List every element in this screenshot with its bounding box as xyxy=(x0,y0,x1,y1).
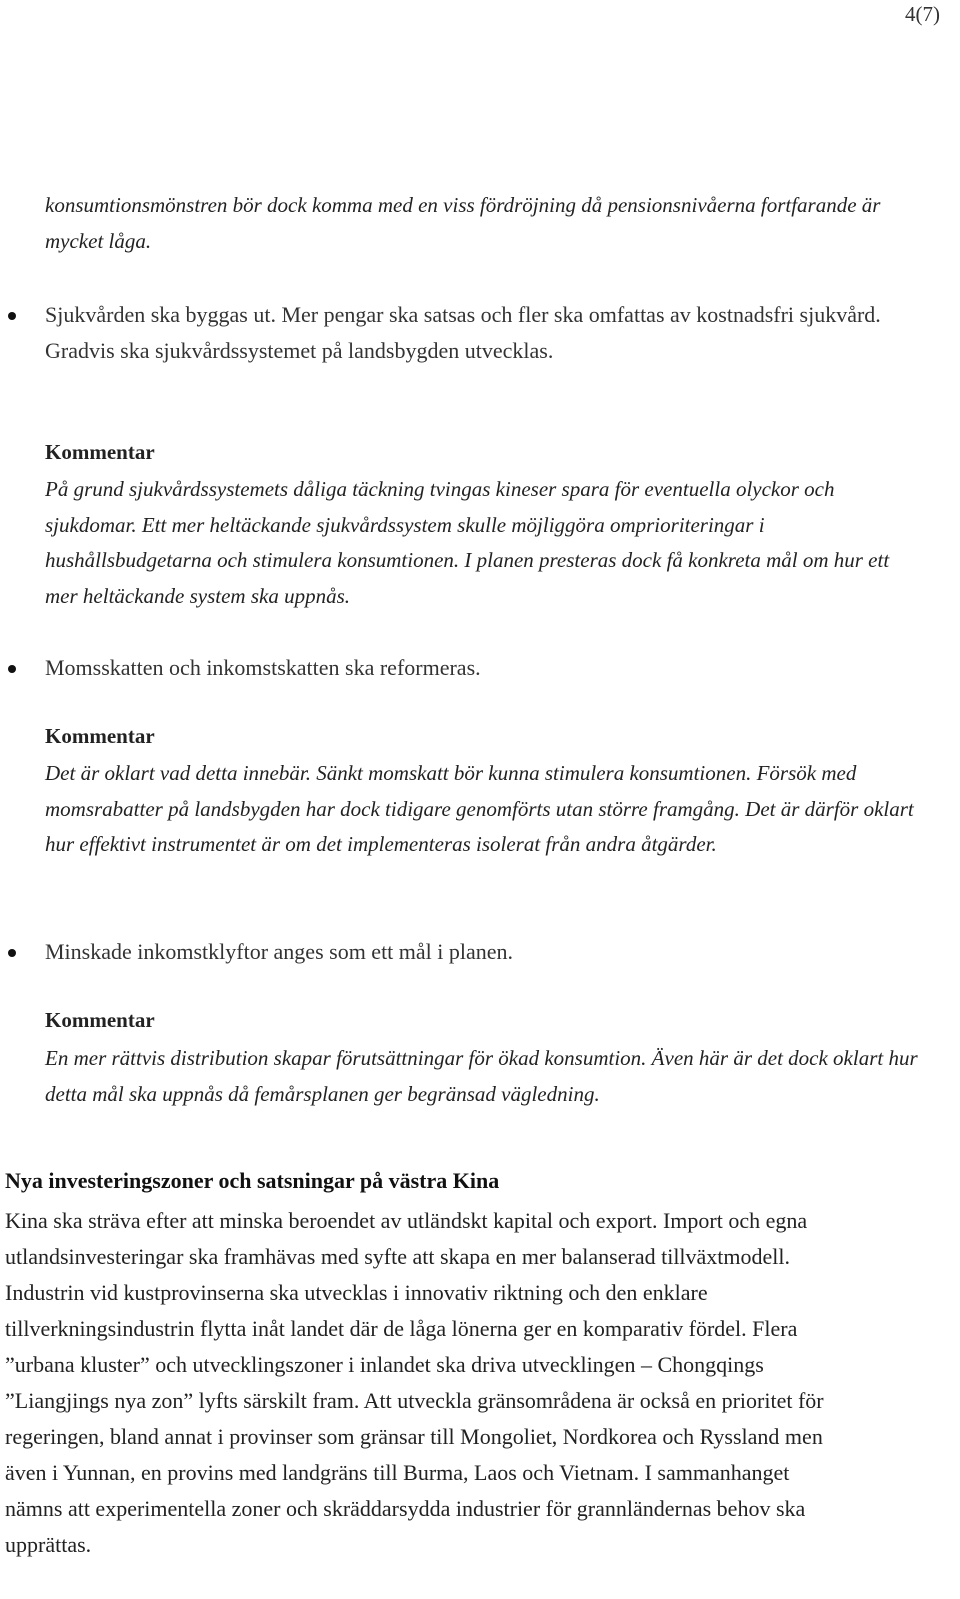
bullet-dot-icon xyxy=(8,949,16,957)
comment-heading: Kommentar xyxy=(45,440,155,464)
bullet-item-healthcare xyxy=(45,297,925,368)
bullet-item-income-gaps xyxy=(45,934,925,970)
bullet-item-tax-reform xyxy=(45,650,925,686)
intro-paragraph: konsumtionsmönstren bör dock komma med en viss fördröjning då pensionsnivåerna fortfarande är mycket låga. xyxy=(45,193,881,253)
comment-heading: Kommentar xyxy=(45,1008,155,1032)
comment-paragraph: Det är oklart vad detta innebär. Sänkt momskatt bör kunna stimulera konsumtionen. Försök med momsrabatter på landsbygden har dock tidigare genomförts utan större framgång. Det är därför oklart hur effektivt instrumentet är om det implementeras isolerat från andra åtgärder. xyxy=(45,761,914,856)
section-heading: Nya investeringszoner och satsningar på västra Kina xyxy=(5,1168,500,1193)
comment-heading: Kommentar xyxy=(45,724,155,748)
bullet-dot-icon xyxy=(8,665,16,673)
page-number: 4(7) xyxy=(905,2,940,26)
section-body: Kina ska sträva efter att minska beroendet av utländskt kapital och export. Import och egna utlandsinvesteringar ska framhävas med syfte att skapa en mer balanserad tillväxtmodell. Industrin vid kustprovinserna ska utvecklas i innovativ riktning och den enklare tillverkningsindustrin flytta inåt landet där de låga lönerna ger en komparativ fördel. Flera ”urbana kluster” och utvecklingszoner i inlandet ska driva utvecklingen – Chongqings ”Liangjings nya zon” lyfts särskilt fram. Att utveckla gränsområdena är också en prioritet för regeringen, bland annat i provinser som gränsar till Mongoliet, Nordkorea och Ryssland men även i Yunnan, en provins med landgräns till Burma, Laos och Vietnam. I sammanhanget nämns att experimentella zoner och skräddarsydda industrier för grannländernas behov ska upprättas. xyxy=(5,1208,824,1557)
bullet-dot-icon xyxy=(8,312,16,320)
bullet-text: Sjukvården ska byggas ut. Mer pengar ska satsas och fler ska omfattas av kostnadsfri sjukvård. Gradvis ska sjukvårdssystemet på landsbygden utvecklas. xyxy=(45,302,881,363)
bullet-text: Minskade inkomstklyftor anges som ett mål i planen. xyxy=(45,939,514,964)
comment-paragraph: En mer rättvis distribution skapar förutsättningar för ökad konsumtion. Även här är det dock oklart hur detta mål ska uppnås då femårsplanen ger begränsad vägledning. xyxy=(45,1046,918,1106)
bullet-text: Momsskatten och inkomstskatten ska reformeras. xyxy=(45,655,481,680)
comment-paragraph: På grund sjukvårdssystemets dåliga täckning tvingas kineser spara för eventuella olyckor och sjukdomar. Ett mer heltäckande sjukvårdssystem skulle möjliggöra omprioriteringar i hushållsbudgetarna och stimulera konsumtionen. I planen presteras dock få konkreta mål om hur ett mer heltäckande system ska uppnås. xyxy=(45,477,890,608)
